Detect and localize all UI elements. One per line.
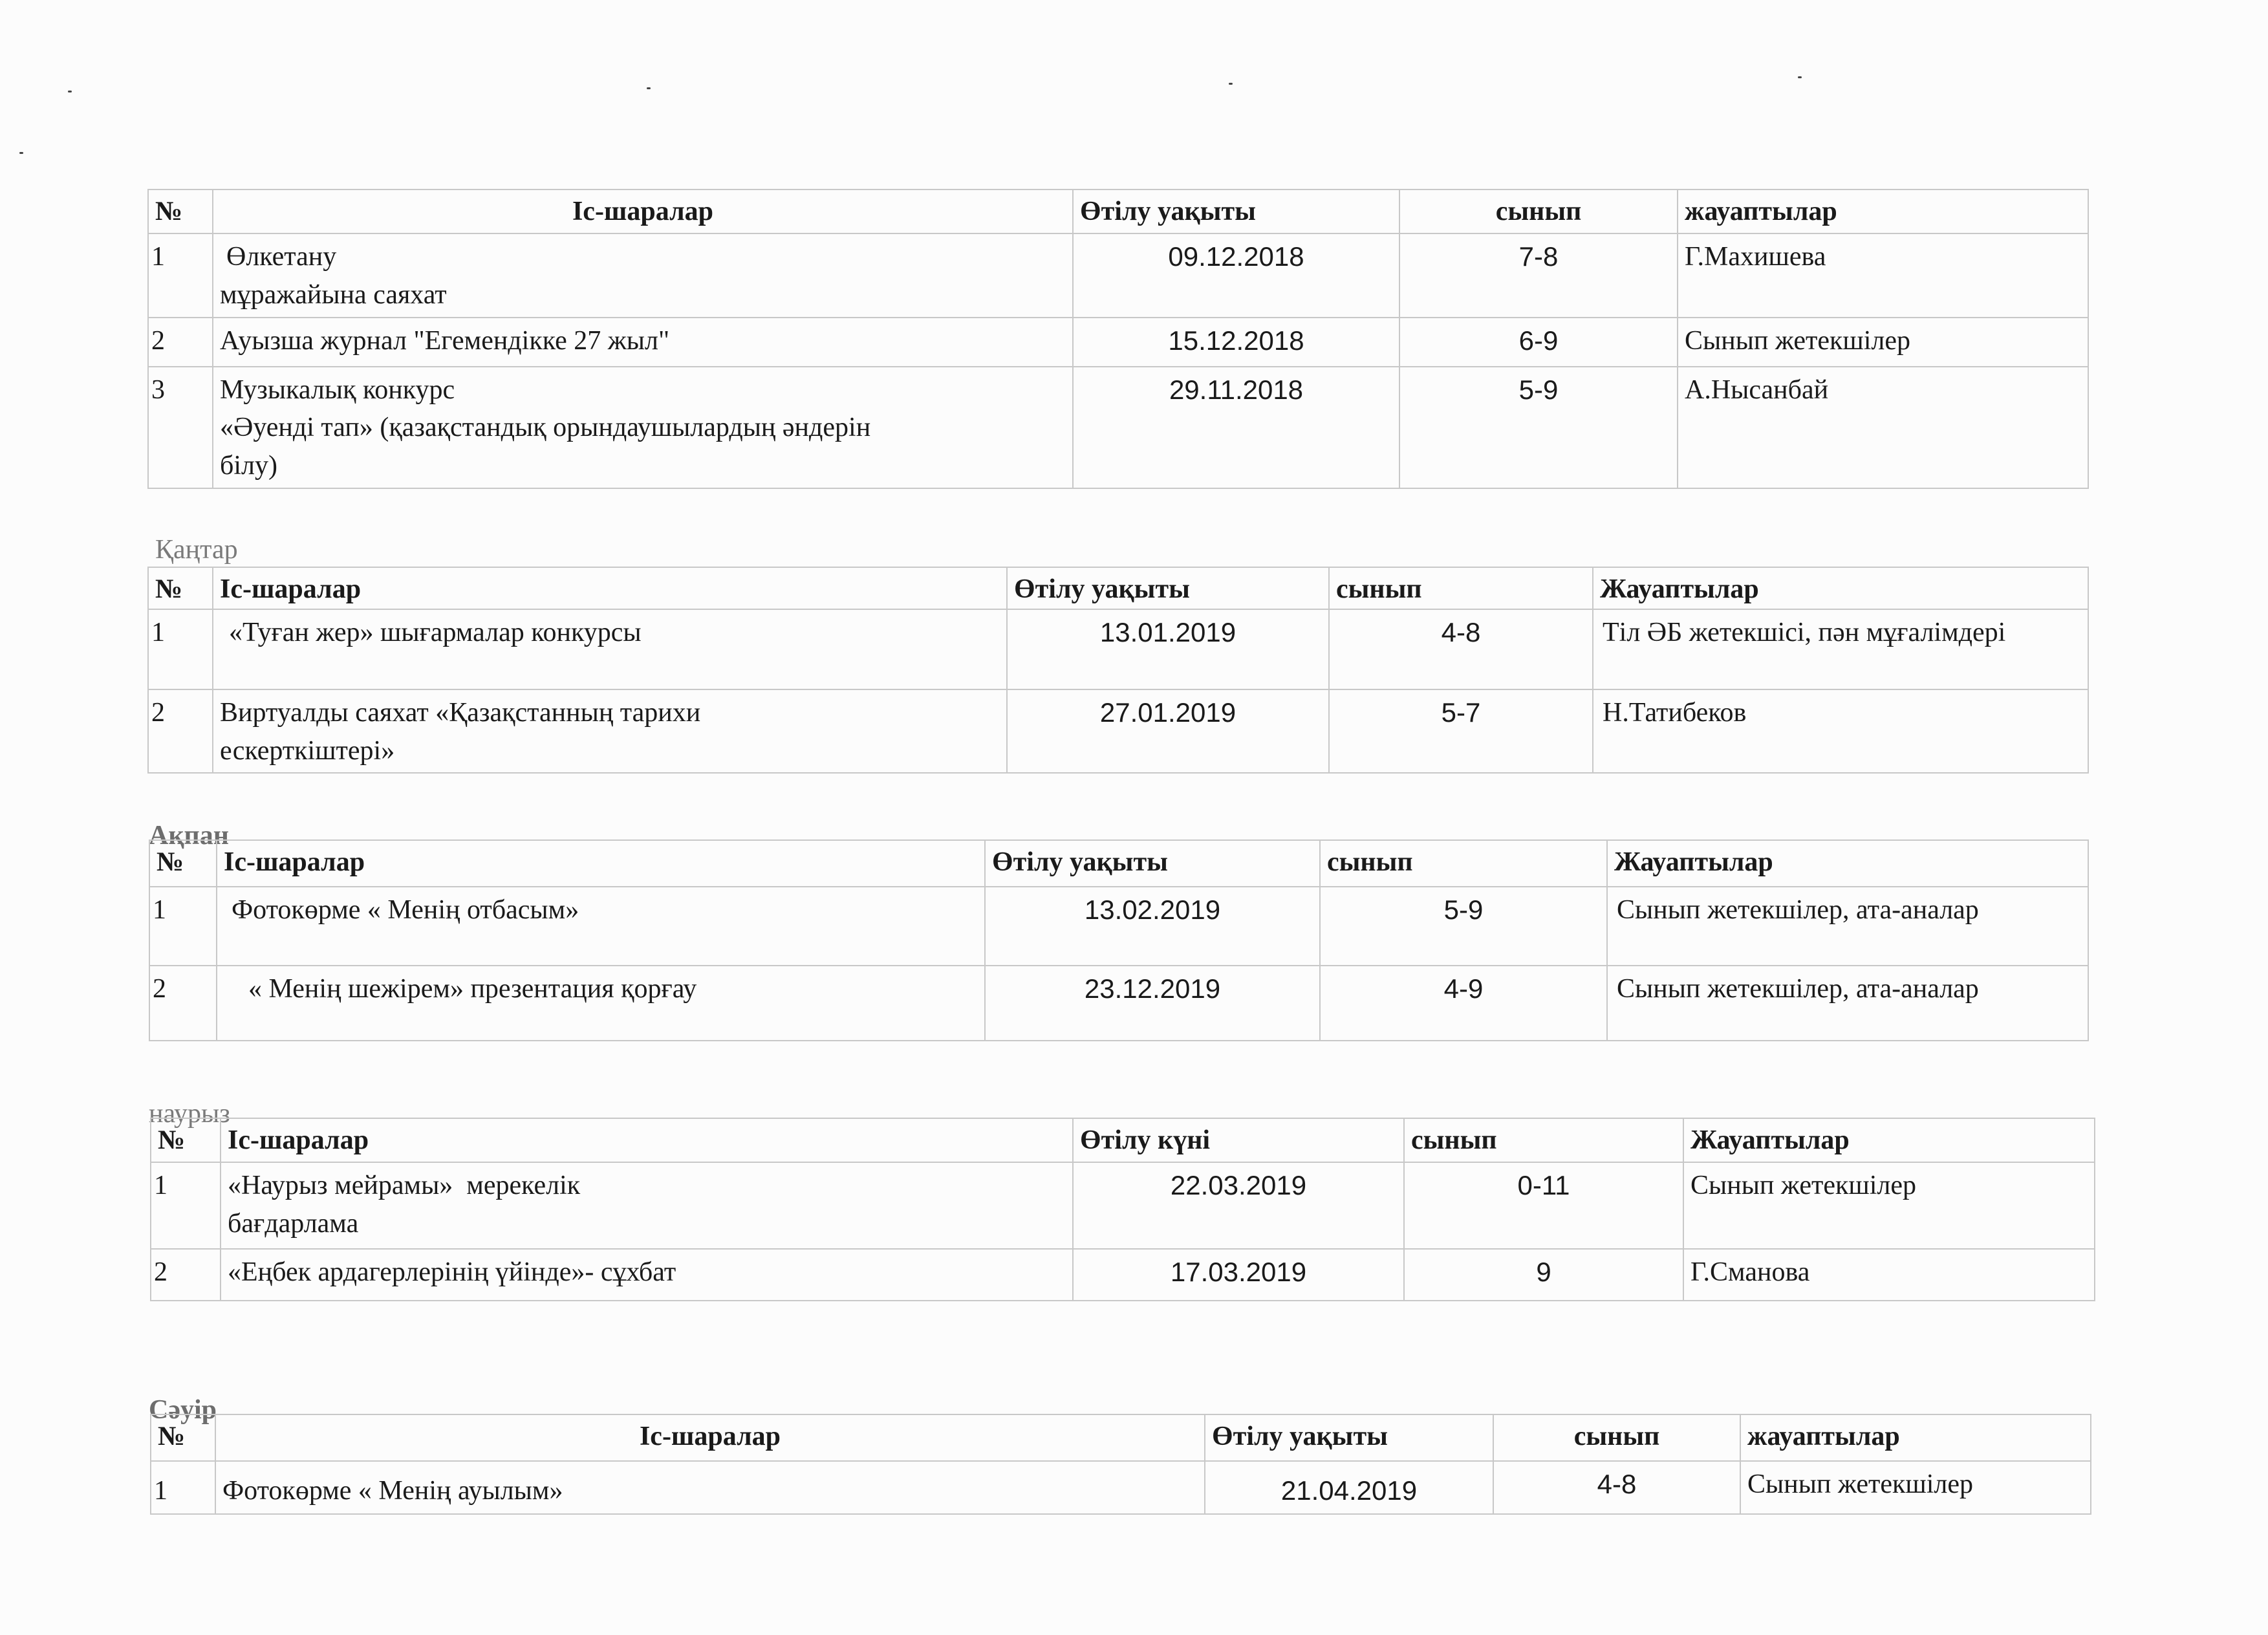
- april-events-table: [150, 1414, 2091, 1515]
- event-line: «Наурыз мейрамы» мерекелік: [228, 1171, 581, 1200]
- col-header-event: Іс-шаралар: [215, 1414, 1205, 1461]
- event-line: Фотокөрме « Менің отбасым»: [232, 895, 579, 925]
- row-number: 2: [148, 318, 213, 367]
- event-line: Өлкетану: [226, 242, 337, 272]
- grade-cell: 6-9: [1399, 318, 1678, 367]
- table-row: [148, 609, 2088, 689]
- col-header-grade: сынып: [1493, 1414, 1740, 1461]
- col-header-event: Іс-шаралар: [213, 567, 1007, 609]
- date-cell: 09.12.2018: [1073, 233, 1399, 318]
- grade-cell: 7-8: [1399, 233, 1678, 318]
- table-row: [151, 1162, 2095, 1249]
- col-header-date: Өтілу күні: [1073, 1118, 1404, 1162]
- grade-cell: 9: [1404, 1249, 1683, 1301]
- row-number: 1: [148, 609, 213, 689]
- scan-speck: [68, 91, 72, 92]
- february-events-table: [149, 839, 2089, 1041]
- col-header-resp: Жауаптылар: [1593, 567, 2088, 609]
- december-events-table: [147, 189, 2089, 489]
- scan-speck: [1798, 76, 1802, 78]
- event-line: «Еңбек ардагерлерінің үйінде»- сұхбат: [228, 1257, 676, 1287]
- event-line: Виртуалды саяхат «Қазақстанның тарихи: [220, 697, 701, 728]
- table-row: [149, 887, 2088, 966]
- grade-cell: 5-9: [1320, 887, 1607, 966]
- date-cell: 17.03.2019: [1073, 1249, 1404, 1301]
- scan-speck: [1229, 83, 1233, 85]
- table-row: [151, 1249, 2095, 1301]
- event-line: Ауызша журнал "Егемендікке 27 жыл": [220, 325, 670, 356]
- table-row: [148, 689, 2088, 774]
- col-header-grade: сынып: [1399, 189, 1678, 233]
- date-cell: 21.04.2019: [1205, 1461, 1493, 1514]
- responsible-cell: Г.Сманова: [1683, 1249, 2095, 1301]
- col-header-date: Өтілу уақыты: [1073, 189, 1399, 233]
- grade-cell: 5-7: [1329, 689, 1593, 774]
- date-cell: 15.12.2018: [1073, 318, 1399, 367]
- table-header-row: [148, 567, 2088, 609]
- col-header-resp: жауаптылар: [1740, 1414, 2091, 1461]
- event-line: ескерткіштері»: [220, 735, 395, 766]
- responsible-cell: А.Нысанбай: [1678, 367, 2088, 488]
- grade-cell: 4-8: [1493, 1461, 1740, 1514]
- responsible-cell: Г.Махишева: [1678, 233, 2088, 318]
- section-title-february: Ақпан: [149, 821, 229, 850]
- table-row: [148, 233, 2088, 318]
- date-cell: 13.02.2019: [985, 887, 1320, 966]
- section-title-march: наурыз: [149, 1099, 230, 1129]
- col-header-resp: Жауаптылар: [1607, 840, 2088, 887]
- event-line: « Менің шежірем» презентация қорғау: [248, 974, 697, 1004]
- event-line: «Туған жер» шығармалар конкурсы: [229, 617, 642, 647]
- event-cell: [221, 1249, 1073, 1301]
- col-header-no: №: [148, 567, 213, 609]
- col-header-resp: жауаптылар: [1678, 189, 2088, 233]
- col-header-no: №: [151, 1414, 215, 1461]
- col-header-date: Өтілу уақыты: [1007, 567, 1329, 609]
- col-header-no: №: [149, 840, 217, 887]
- table-header-row: [151, 1414, 2091, 1461]
- row-number: 2: [151, 1249, 221, 1301]
- responsible-cell: Сынып жетекшілер: [1678, 318, 2088, 367]
- date-cell: 23.12.2019: [985, 966, 1320, 1041]
- table-header-row: [149, 840, 2088, 887]
- col-header-grade: сынып: [1329, 567, 1593, 609]
- row-number: 1: [148, 233, 213, 318]
- event-line: мұражайына саяхат: [220, 279, 447, 310]
- event-line: «Әуенді тап» (қазақстандық орындаушылардың әндерін: [220, 413, 871, 443]
- row-number: 3: [148, 367, 213, 488]
- table-row: [149, 966, 2088, 1041]
- col-header-grade: сынып: [1320, 840, 1607, 887]
- table-row: [148, 367, 2088, 488]
- event-cell: [221, 1162, 1073, 1249]
- section-title-january: Қаңтар: [155, 535, 238, 565]
- col-header-no: №: [151, 1118, 221, 1162]
- event-cell: [213, 318, 1073, 367]
- event-cell: [213, 367, 1073, 488]
- col-header-resp: Жауаптылар: [1683, 1118, 2095, 1162]
- responsible-cell: Сынып жетекшілер, ата-аналар: [1607, 966, 2088, 1041]
- event-line: Музыкалық конкурс: [220, 374, 455, 405]
- responsible-cell: Сынып жетекшілер, ата-аналар: [1607, 887, 2088, 966]
- date-cell: 13.01.2019: [1007, 609, 1329, 689]
- event-cell: [217, 966, 985, 1041]
- responsible-cell: Сынып жетекшілер: [1683, 1162, 2095, 1249]
- col-header-grade: сынып: [1404, 1118, 1683, 1162]
- scan-speck: [19, 152, 23, 154]
- responsible-cell: Сынып жетекшілер: [1740, 1461, 2091, 1514]
- date-cell: 29.11.2018: [1073, 367, 1399, 488]
- col-header-date: Өтілу уақыты: [985, 840, 1320, 887]
- event-line: білу): [220, 451, 277, 481]
- grade-cell: 4-8: [1329, 609, 1593, 689]
- col-header-no: №: [148, 189, 213, 233]
- row-number: 1: [151, 1461, 215, 1514]
- section-title-april: Сәуір: [149, 1395, 217, 1425]
- event-cell: [213, 233, 1073, 318]
- date-cell: 22.03.2019: [1073, 1162, 1404, 1249]
- table-header-row: [151, 1118, 2095, 1162]
- table-row: [148, 318, 2088, 367]
- event-cell: [215, 1461, 1205, 1514]
- march-events-table: [150, 1118, 2095, 1301]
- responsible-cell: Тіл ӘБ жетекшісі, пән мұғалімдері: [1593, 609, 2088, 689]
- row-number: 2: [149, 966, 217, 1041]
- col-header-event: Іс-шаралар: [213, 189, 1073, 233]
- table-row: [151, 1461, 2091, 1514]
- event-line: Фотокөрме « Менің ауылым»: [222, 1476, 563, 1506]
- col-header-event: Іс-шаралар: [221, 1118, 1073, 1162]
- col-header-event: Іс-шаралар: [217, 840, 985, 887]
- event-line: бағдарлама: [228, 1208, 359, 1239]
- grade-cell: 4-9: [1320, 966, 1607, 1041]
- event-cell: [213, 689, 1007, 774]
- col-header-date: Өтілу уақыты: [1205, 1414, 1493, 1461]
- grade-cell: 5-9: [1399, 367, 1678, 488]
- scan-speck: [647, 87, 651, 89]
- row-number: 1: [149, 887, 217, 966]
- table-header-row: [148, 189, 2088, 233]
- row-number: 1: [151, 1162, 221, 1249]
- row-number: 2: [148, 689, 213, 774]
- event-cell: [217, 887, 985, 966]
- date-cell: 27.01.2019: [1007, 689, 1329, 774]
- grade-cell: 0-11: [1404, 1162, 1683, 1249]
- event-cell: [213, 609, 1007, 689]
- responsible-cell: Н.Татибеков: [1593, 689, 2088, 774]
- january-events-table: [147, 567, 2089, 774]
